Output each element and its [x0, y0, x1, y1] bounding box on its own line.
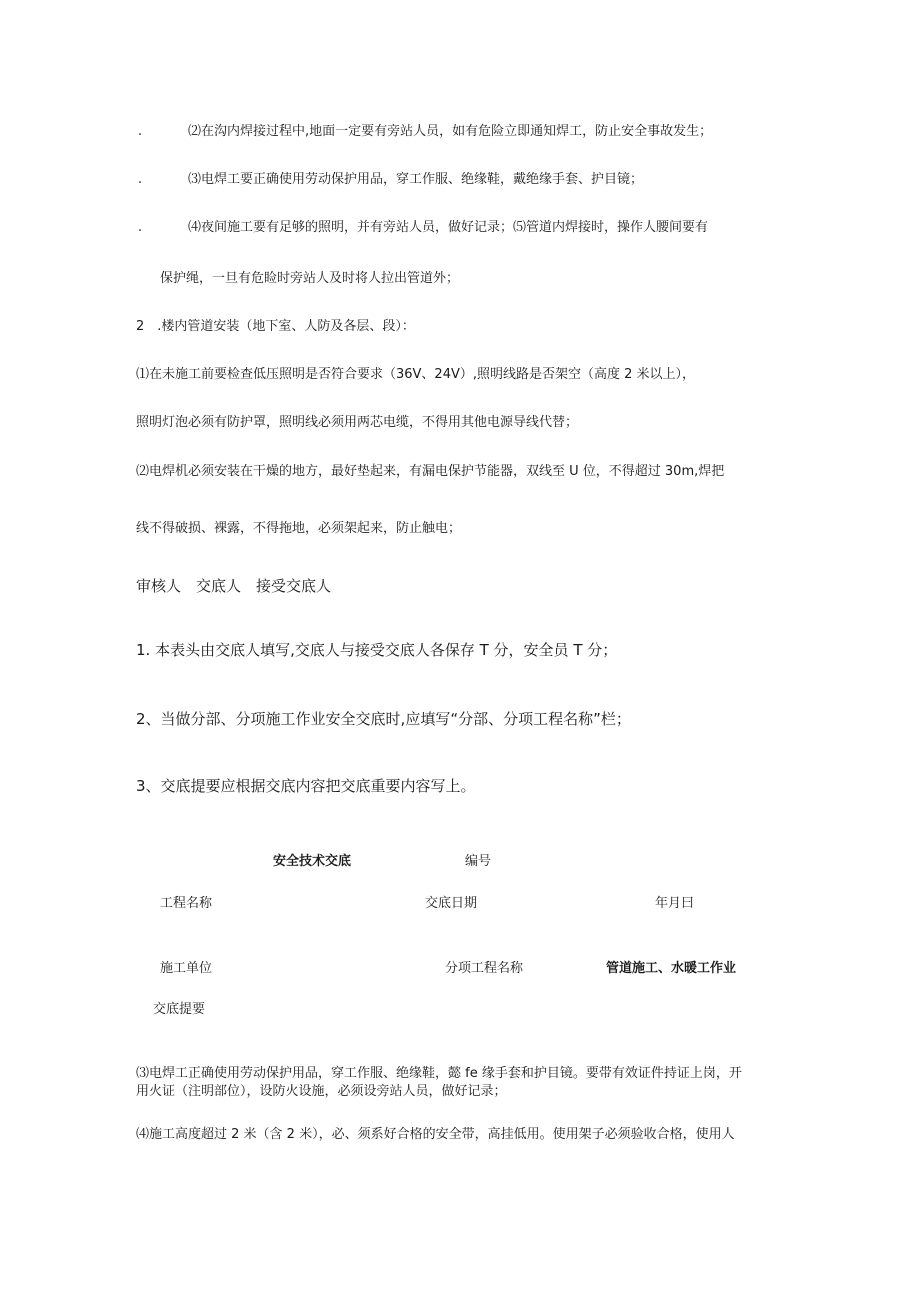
- list-bullet: .: [138, 124, 143, 139]
- signature-line: 审核人 交底人 接受交底人: [136, 577, 332, 595]
- section-2-heading: 2 .楼内管道安装（地下室、人防及各层、段）：: [136, 319, 415, 334]
- bottom-paragraph-3-line-2: 用火证（注明部位），设防火设施，必须设旁站人员，做好记录；: [136, 1084, 507, 1099]
- note-2: 2、当做分部、分项施工作业安全交底时,应填写“分部、分项工程名称”栏；: [136, 710, 631, 728]
- section-2-paragraph-2-line-2: 线不得破损、裸露，不得拖地，必须架起来，防止触电；: [136, 521, 462, 536]
- note-3: 3、交底提要应根据交底内容把交底重要内容写上。: [136, 777, 476, 795]
- item-4-text: ⑷夜间施工要有足够的照明，并有旁站人员，做好记录；⑸管道内焊接时，操作人腰间要有: [188, 220, 709, 235]
- list-bullet: .: [138, 172, 143, 187]
- form-title: 安全技术交底: [273, 854, 352, 869]
- section-2-paragraph-1-line-2: 照明灯泡必须有防护罩，照明线必须用两芯电缆，不得用其他电源导线代替；: [136, 415, 579, 430]
- list-bullet: .: [138, 220, 143, 235]
- item-3-text: ⑶电焊工要正确使用劳动保护用品，穿工作服、绝缘鞋，戴绝缘手套、护目镜；: [188, 172, 644, 187]
- sub-project-value: 管道施工、水暖工作业: [606, 961, 737, 976]
- sub-project-label: 分项工程名称: [445, 961, 524, 976]
- note-1: 1. 本表头由交底人填写,交底人与接受交底人各保存 T 分，安全员 T 分；: [136, 641, 618, 659]
- construction-unit-label: 施工单位: [160, 961, 213, 976]
- form-number-label: 编号: [465, 854, 492, 869]
- date-label: 交底日期: [425, 896, 478, 911]
- bottom-paragraph-3-line-1: ⑶电焊工正确使用劳动保护用品，穿工作服、绝缘鞋，懿 fe 缘手套和护目镜。要带有效证件持证上岗，开: [136, 1066, 742, 1081]
- item-2-text: ⑵在沟内焊接过程中,地面一定要有旁站人员，如有危险立即通知焊工，防止安全事故发生；: [188, 124, 713, 139]
- section-2-paragraph-1-line-1: ⑴在未施工前要检查低压照明是否符合要求（36V、24V）,照明线路是否架空（高度 2 米以上），: [136, 367, 696, 382]
- date-value: 年月曰: [655, 896, 695, 911]
- item-4-continuation: 保护绳，一旦有危睑时旁站人及时将人拉出管道外；: [160, 271, 460, 286]
- bottom-paragraph-4-line-1: ⑷施工高度超过 2 米（含 2 米），必、须系好合格的安全带，高挂低用。使用架子必须验收合格，使用人: [136, 1127, 735, 1142]
- project-name-label: 工程名称: [160, 896, 213, 911]
- summary-label: 交底提要: [153, 1002, 206, 1017]
- section-2-paragraph-2-line-1: ⑵电焊机必须安装在干燥的地方，最好垫起来，有漏电保护节能器，双线至 U 位，不得超过 30m,焊把: [136, 464, 725, 479]
